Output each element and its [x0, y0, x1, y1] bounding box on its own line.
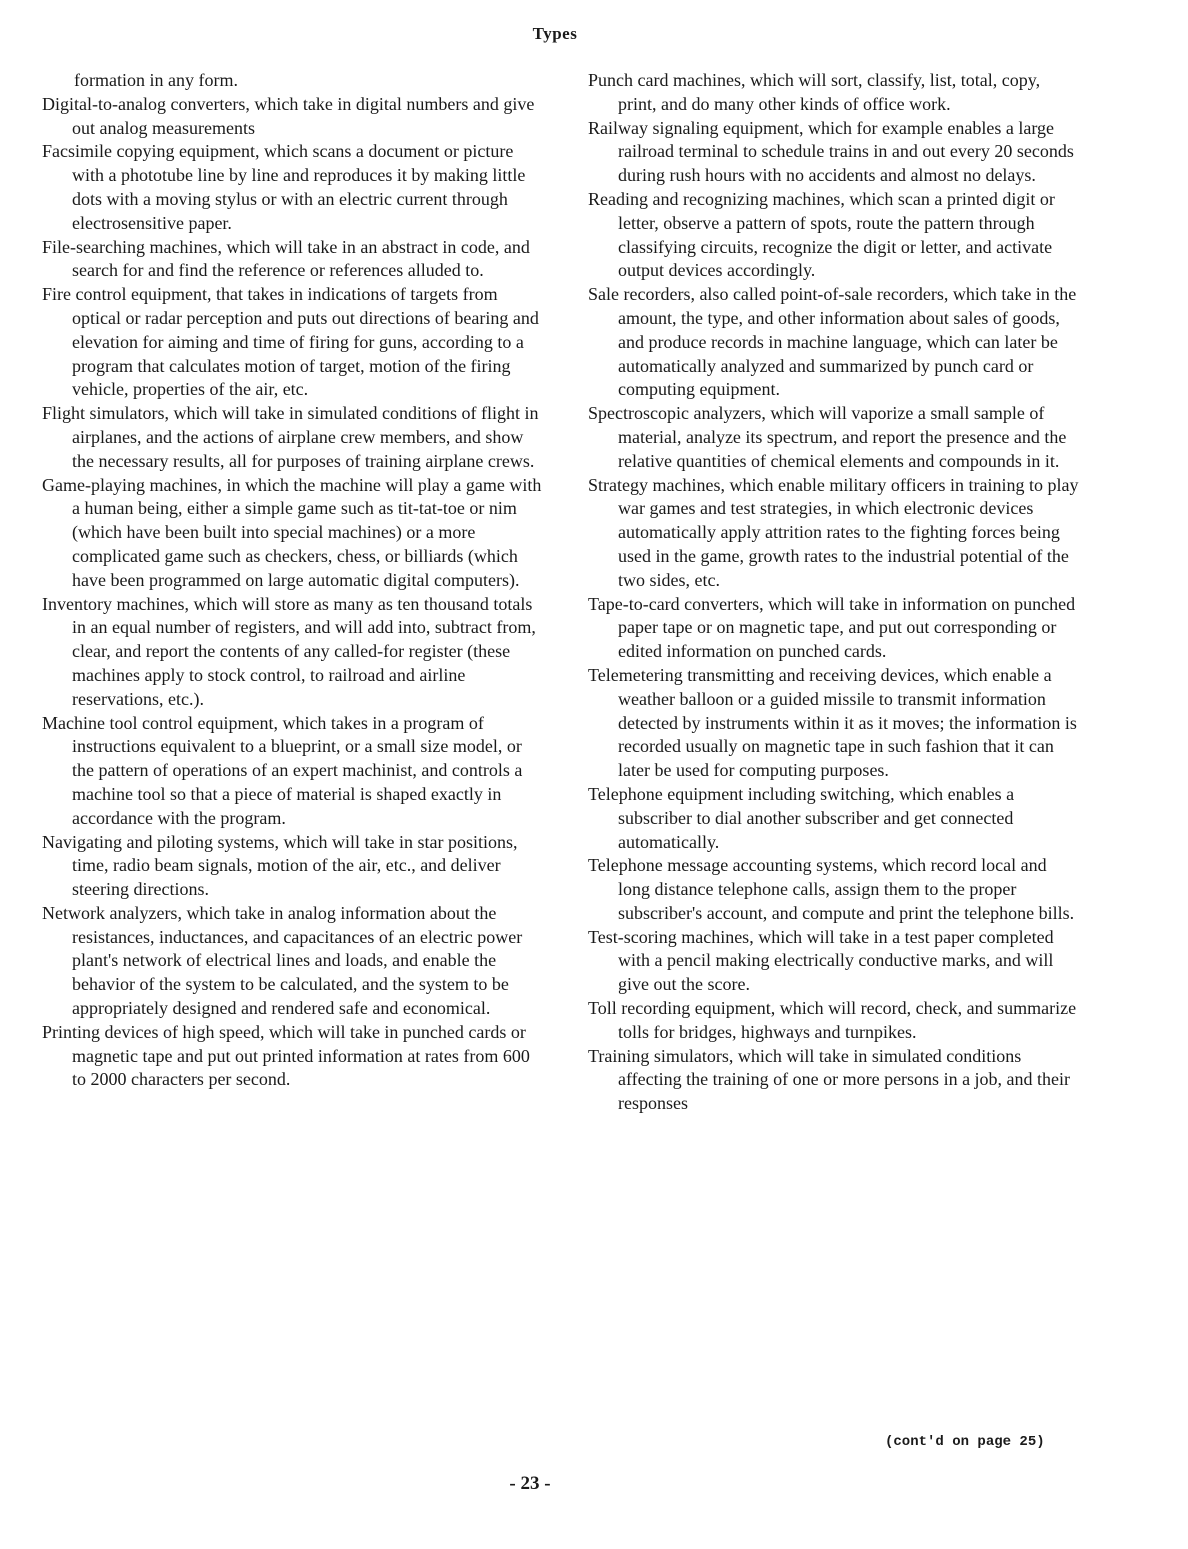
entry-sale-recorders: Sale recorders, also called point-of-sale recorders, which take in the amount, the type, and other information about sales of goods, and produce records in machine language, which can later be automatically analyzed and summarized by punch card or computing equipment.	[588, 284, 1077, 400]
entry-facsimile: Facsimile copying equipment, which scans a document or picture with a phototube line by line and reproduces it by making little dots with a moving stylus or with an electric current through electrosensitive paper.	[42, 141, 526, 233]
entry-file-searching: File-searching machines, which will take in an abstract in code, and search for and find the reference or references alluded to.	[42, 236, 530, 281]
entry-telephone-equipment: Telephone equipment including switching, which enables a subscriber to dial another subscriber and get connected automatically.	[588, 783, 1015, 852]
entry-test-scoring: Test-scoring machines, which will take in a test paper completed with a pencil making electrically conductive marks, and will give out the score.	[588, 926, 1054, 995]
entry-railway-signaling: Railway signaling equipment, which for example enables a large railroad terminal to schedule trains in and out every 20 seconds during rush hours with no accidents and almost no delays.	[588, 117, 1074, 186]
page-number: - 23 -	[509, 1473, 551, 1494]
entry-flight-simulators: Flight simulators, which will take in simulated conditions of flight in airplanes, and the actions of airplane crew members, and show the necessary results, all for purposes of training airplane crews.	[42, 403, 539, 471]
continuation-note: (cont'd on page 25)	[885, 1434, 1045, 1450]
running-header: Types	[532, 24, 578, 43]
entry-navigating: Navigating and piloting systems, which will take in star positions, time, radio beam signals, motion of the air, etc., and deliver steering directions.	[42, 831, 518, 900]
entry-spectroscopic: Spectroscopic analyzers, which will vaporize a small sample of material, analyze its spectrum, and report the presence and the relative quantities of chemical elements and compounds in it.	[588, 403, 1067, 471]
entry-printing-devices: Printing devices of high speed, which will take in punched cards or magnetic tape and put out printed information at rates from 600 to 2000 characters per second.	[42, 1021, 530, 1090]
entry-telephone-accounting: Telephone message accounting systems, which record local and long distance telephone calls, assign them to the proper subscriber's account, and compute and print the telephone bills.	[588, 855, 1075, 923]
entry-telemetering: Telemetering transmitting and receiving devices, which enable a weather balloon or a guided missile to transmit information detected by instruments within it as it moves; the information is recorded usually on magnetic tape in such fashion that it can later be used for computing purposes.	[588, 664, 1077, 781]
right-column	[588, 69, 1083, 1116]
left-column	[42, 69, 542, 1092]
entry-digital-to-analog: Digital-to-analog converters, which take in digital numbers and give out analog measurements	[42, 93, 535, 138]
entry-game-playing: Game-playing machines, in which the machine will play a game with a human being, either a simple game such as tit-tat-toe or nim (which have been built into special machines) or a more complicated game such as checkers, chess, or billiards (which have been programmed on large automatic digital computers).	[42, 474, 542, 590]
entry-punch-card: Punch card machines, which will sort, classify, list, total, copy, print, and do many other kinds of office work.	[588, 70, 1041, 114]
entry-training-simulators: Training simulators, which will take in simulated conditions affecting the training of one or more persons in a job, and their responses	[588, 1045, 1071, 1114]
entry-network-analyzers: Network analyzers, which take in analog information about the resistances, inductances, and capacitances of an electric power plant's network of electrical lines and loads, and enable the behavior of the system to be calculated, and the system to be appropriately designed and rendered safe and economical.	[42, 902, 523, 1019]
entry-toll-recording: Toll recording equipment, which will record, check, and summarize tolls for bridges, highways and turnpikes.	[588, 998, 1077, 1042]
entry-strategy-machines: Strategy machines, which enable military officers in training to play war games and test strategies, in which electronic devices automatically apply attrition rates to the fighting forces being used in the game, growth rates to the industrial potential of the two sides, etc.	[588, 474, 1079, 590]
entry-machine-tool: Machine tool control equipment, which takes in a program of instructions equivalent to a blueprint, or a small size model, or the pattern of operations of an expert machinist, and controls a machine tool so that a piece of material is shaped exactly in accordance with the program.	[42, 712, 523, 828]
entry-tape-to-card: Tape-to-card converters, which will take in information on punched paper tape or on magnetic tape, and put out corresponding or edited information on punched cards.	[588, 593, 1076, 662]
entry-inventory: Inventory machines, which will store as many as ten thousand totals in an equal number of registers, and will add into, subtract from, clear, and report the contents of any called-for register (these machines apply to stock control, to railroad and airline reservations, etc.).	[42, 593, 536, 709]
entry-reading-recognizing: Reading and recognizing machines, which scan a printed digit or letter, observe a pattern of spots, route the pattern through classifying circuits, recognize the digit or letter, and activate output devices accordingly.	[588, 188, 1055, 281]
entry-continuation: formation in any form.	[74, 70, 238, 90]
entry-fire-control: Fire control equipment, that takes in indications of targets from optical or radar perception and puts out directions of bearing and elevation for aiming and time of firing for guns, according to a program that calculates motion of target, motion of the firing vehicle, properties of the air, etc.	[42, 284, 539, 400]
